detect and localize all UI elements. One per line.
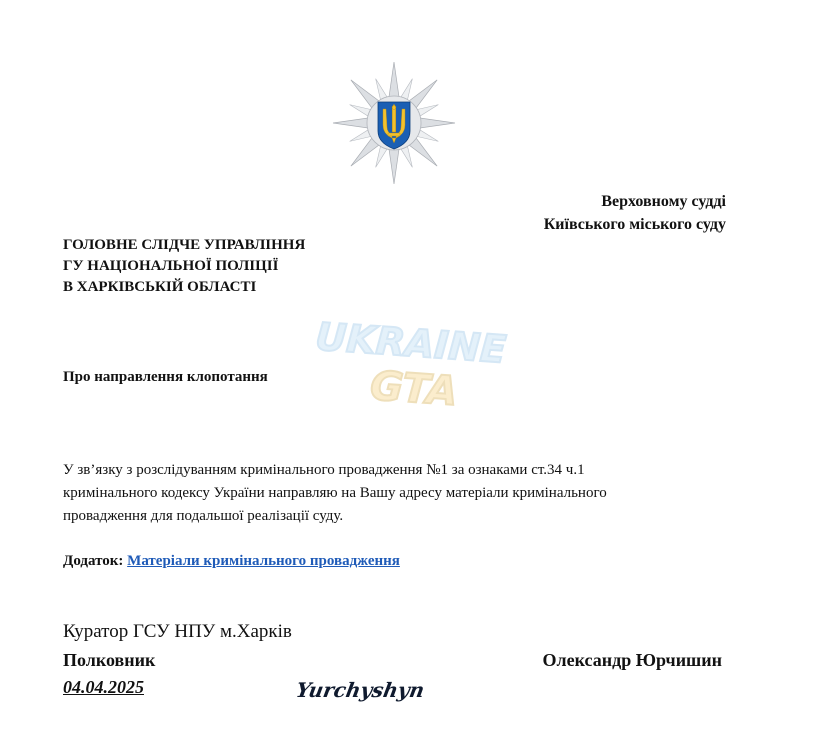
addressee-line: Верховному судді [601,193,726,210]
sender-block [63,235,305,298]
signature-text: Yurchyshyn [294,678,427,702]
curator-title: Куратор ГСУ НПУ м.Харків [63,621,292,642]
attachment-label: Додаток: [63,553,124,569]
letter-date: 04.04.2025 [63,677,144,697]
addressee-line: Київського міського суду [543,216,726,233]
letter-body [63,459,753,528]
attachment-link[interactable]: Матеріали кримінального провадження [127,553,400,569]
sender-line: В ХАРКІВСЬКІЙ ОБЛАСТІ [63,279,257,295]
addressee-block [544,190,726,236]
watermark-line2: GTA [368,363,460,416]
attachment-row [63,553,400,570]
sender-line: ГОЛОВНЕ СЛІДЧЕ УПРАВЛІННЯ [63,237,306,253]
subject-line: Про направлення клопотання [63,369,268,385]
rank-label: Полковник [63,650,156,670]
sender-line: ГУ НАЦІОНАЛЬНОЇ ПОЛІЦІЇ [63,258,279,274]
police-emblem-icon [331,60,457,186]
signatory-name: Олександр Юрчишин [542,650,722,670]
watermark-logo [313,312,508,416]
body-line: кримінального кодексу України направляю на Вашу адресу матеріали кримінального [63,485,607,501]
body-line: провадження для подальшої реалізації суду. [63,508,344,524]
body-line: У зв’язку з розслідуванням кримінального провадження №1 за ознаками ст.34 ч.1 [63,462,585,478]
signature-image [294,675,427,709]
watermark-line1: UKRAINE [314,314,508,372]
